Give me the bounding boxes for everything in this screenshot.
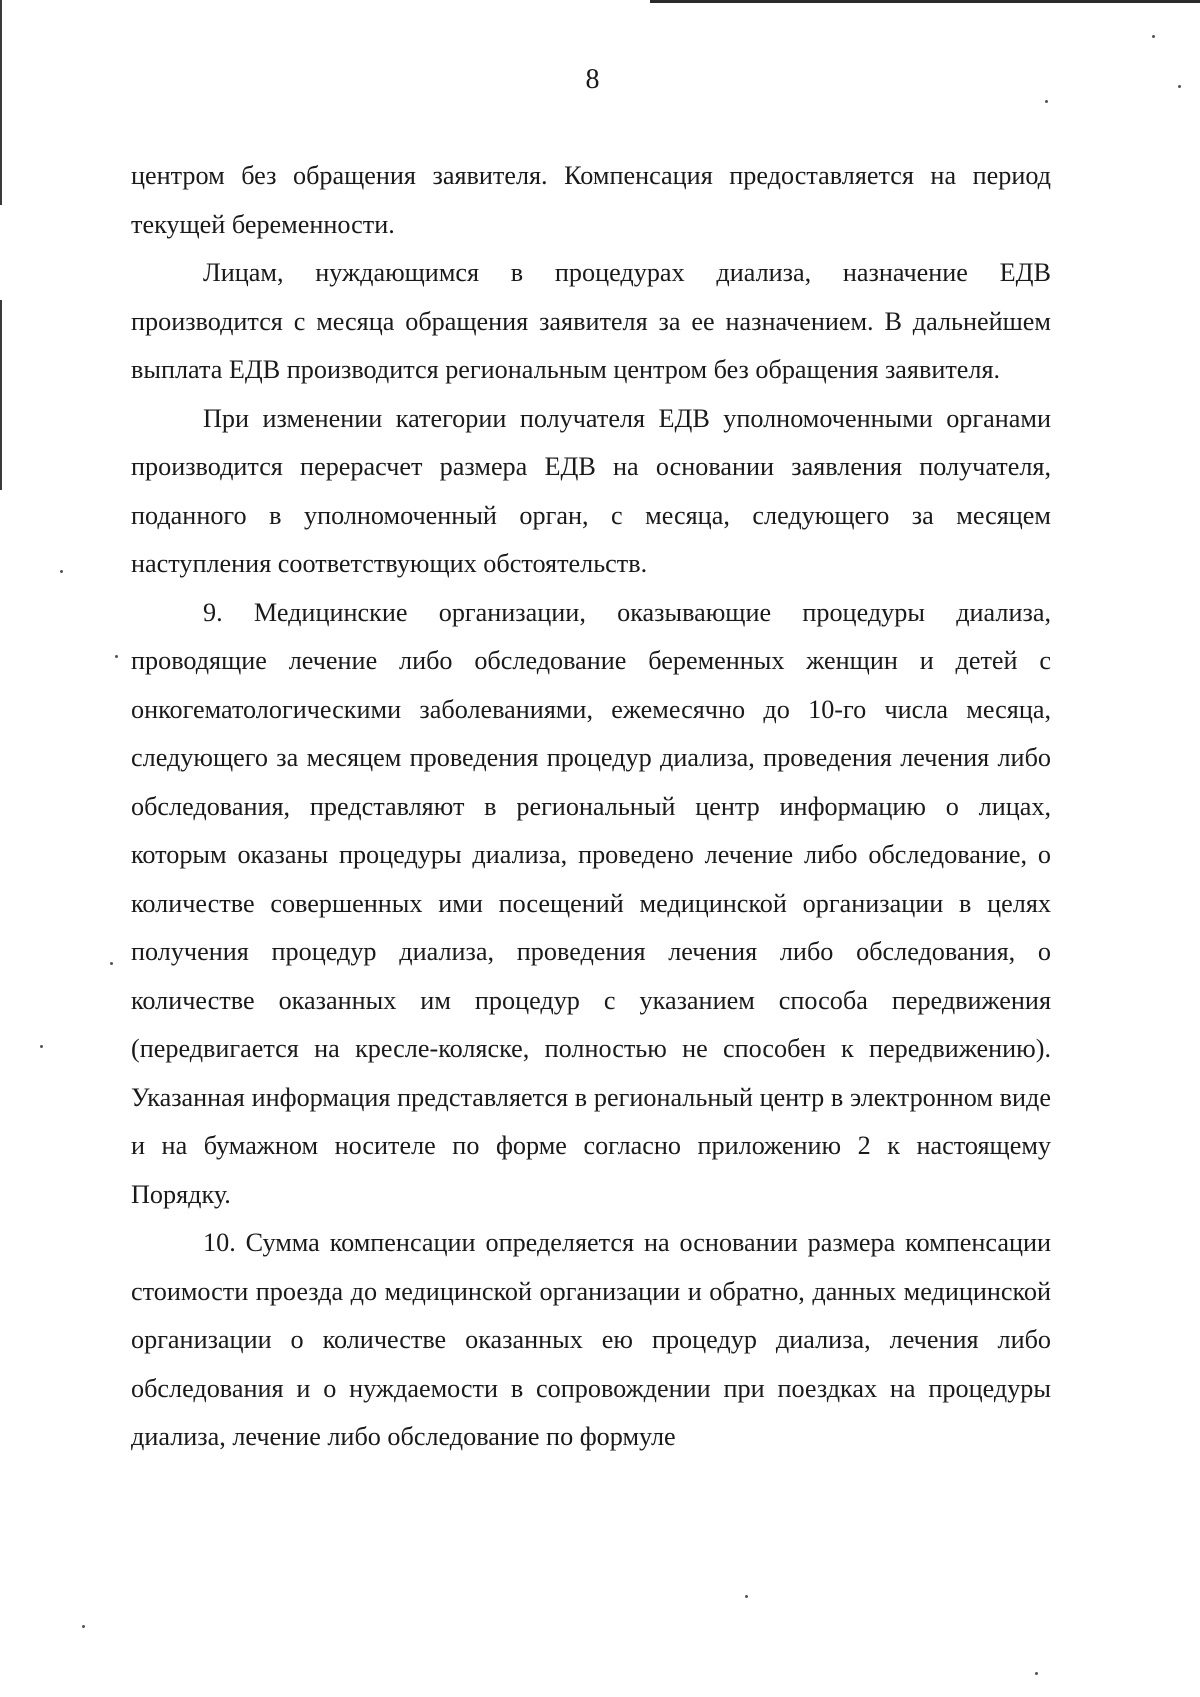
paragraph: Лицам, нуждающимся в процедурах диализа, назначение ЕДВ производится с месяца обращения заявителя за ее назначением. В дальнейшем выплата ЕДВ производится региональным центром без обращения заявителя. bbox=[131, 258, 1051, 384]
scan-speck bbox=[110, 962, 113, 965]
scan-speck bbox=[1035, 1672, 1038, 1675]
scan-top-rule bbox=[650, 0, 1200, 3]
page-number: 8 bbox=[585, 64, 600, 95]
scan-edge-mark bbox=[0, 0, 2, 205]
paragraph: центром без обращения заявителя. Компенсация предоставляется на период текущей беременности. bbox=[131, 161, 1051, 239]
paragraph: При изменении категории получателя ЕДВ уполномоченными органами производится перерасчет размера ЕДВ на основании заявления получателя, поданного в уполномоченный орган, с месяца, следующего за месяцем наступления соответствующих обстоятельств. bbox=[131, 403, 1051, 578]
scan-speck bbox=[82, 1625, 85, 1628]
scan-speck bbox=[745, 1595, 748, 1598]
paragraph: 10. Сумма компенсации определяется на основании размера компенсации стоимости проезда до медицинской организации и обратно, данных медицинской организации о количестве оказанных ею процедур диализа, лечения либо обследования и о нуждаемости в сопровождении при поездках на процедуры диализа, лечение либо обследование по формуле bbox=[131, 1228, 1051, 1451]
paragraph: 9. Медицинские организации, оказывающие процедуры диализа, проводящие лечение либо обследование беременных женщин и детей с онкогематологическими заболеваниями, ежемесячно до 10-го числа месяца, следующего за месяцем проведения процедур диализа, проведения лечения либо обследования, представляют в региональный центр информацию о лицах, которым оказаны процедуры диализа, проведено лечение либо обследование, о количестве совершенных ими посещений медицинской организации в целях получения процедур диализа, проведения лечения либо обследования, о количестве оказанных им процедур с указанием способа передвижения (передвигается на кресле-коляске, полностью не способен к передвижению). Указанная информация представляется в региональный центр в электронном виде и на бумажном носителе по форме согласно приложению 2 к настоящему Порядку. bbox=[131, 597, 1051, 1209]
scan-speck bbox=[60, 570, 63, 573]
scan-speck bbox=[40, 1045, 43, 1048]
scan-speck bbox=[1152, 35, 1155, 38]
scan-speck bbox=[1045, 100, 1048, 103]
scan-speck bbox=[115, 655, 118, 658]
scan-edge-mark bbox=[0, 300, 2, 490]
document-body bbox=[131, 152, 1051, 1462]
